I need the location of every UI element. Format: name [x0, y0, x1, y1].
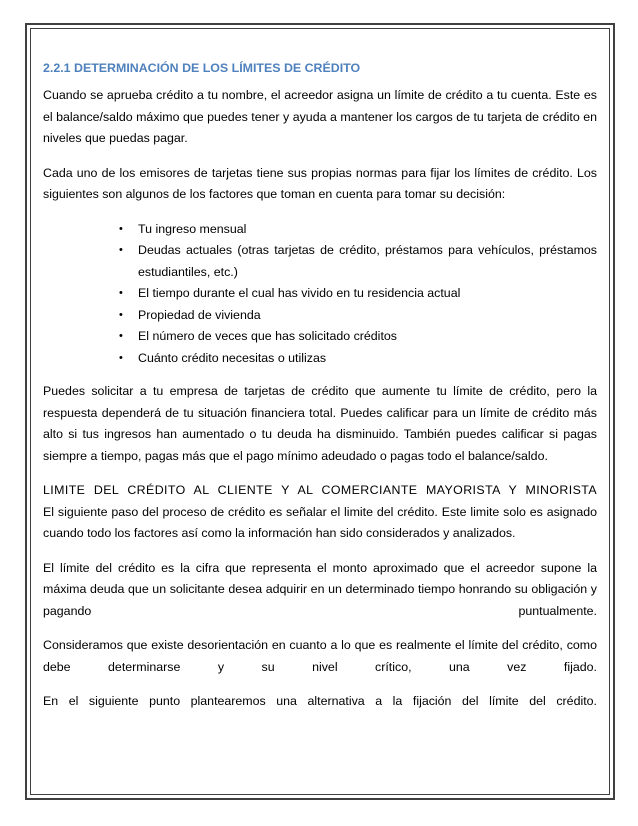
- bullet-icon: •: [119, 222, 123, 235]
- factors-list: [43, 219, 597, 370]
- list-item: • Tu ingreso mensual: [138, 219, 597, 241]
- paragraph-issuers-rules: Cada uno de los emisores de tarjetas tiene sus propias normas para fijar los límites de crédito. Los siguientes son algunos de los factores que toman en cuenta para tomar su decisión:: [43, 165, 597, 201]
- bullet-icon: •: [119, 330, 123, 342]
- bullet-icon: •: [119, 244, 123, 256]
- list-item: • El tiempo durante el cual has vivido en tu residencia actual: [138, 283, 597, 305]
- bullet-icon: •: [119, 308, 123, 321]
- list-item: • El número de veces que has solicitado créditos: [138, 326, 597, 348]
- paragraph-next-point: En el siguiente punto plantearemos una alternativa a la fijación del límite del crédito.: [43, 694, 597, 708]
- bullet-icon: •: [119, 287, 123, 299]
- list-item: • Cuánto crédito necesitas o utilizas: [138, 348, 597, 370]
- bullet-icon: •: [119, 351, 123, 364]
- section-heading: 2.2.1 DETERMINACIÓN DE LOS LÍMITES DE CRÉDITO: [43, 61, 361, 75]
- paragraph-limit-definition: El límite del crédito es la cifra que representa el monto aproximado que el acreedor supone la máxima deuda que un solicitante desea adquirir en un determinado tiempo honrando su obligación y pagando puntualmente.: [43, 560, 597, 618]
- document-body: [43, 59, 597, 713]
- paragraph-next-step: El siguiente paso del proceso de crédito es señalar el limite del crédito. Este limite solo es asignado cuando todo los factores así como la información han sido considerados y analizados.: [43, 504, 597, 540]
- paragraph-disorientation: Consideramos que existe desorientación en cuanto a lo que es realmente el límite del crédito, como debe determinarse y su nivel crítico, una vez fijado.: [43, 638, 597, 674]
- list-item: • Propiedad de vivienda: [138, 305, 597, 327]
- paragraph-credit-limit-intro: Cuando se aprueba crédito a tu nombre, el acreedor asigna un límite de crédito a tu cuenta. Este es el balance/saldo máximo que puedes tener y ayuda a mantener los cargos de tu tarjeta de crédito en niveles que puedas pagar.: [43, 88, 597, 145]
- caps-section-title: LIMITE DEL CRÉDITO AL CLIENTE Y AL COMERCIANTE MAYORISTA Y MINORISTA: [43, 483, 597, 497]
- paragraph-request-increase: Puedes solicitar a tu empresa de tarjetas de crédito que aumente tu límite de crédito, pero la respuesta dependerá de tu situación financiera total. Puedes calificar para un límite de crédito más alto si tus ingresos han aumentado o tu deuda ha disminuido. También puedes calificar si pagas siempre a tiempo, pagas más que el pago mínimo adeudado o pagas todo el balance/saldo.: [43, 384, 597, 463]
- list-item: • Deudas actuales (otras tarjetas de crédito, préstamos para vehículos, préstamos estudiantiles, etc.): [138, 240, 597, 283]
